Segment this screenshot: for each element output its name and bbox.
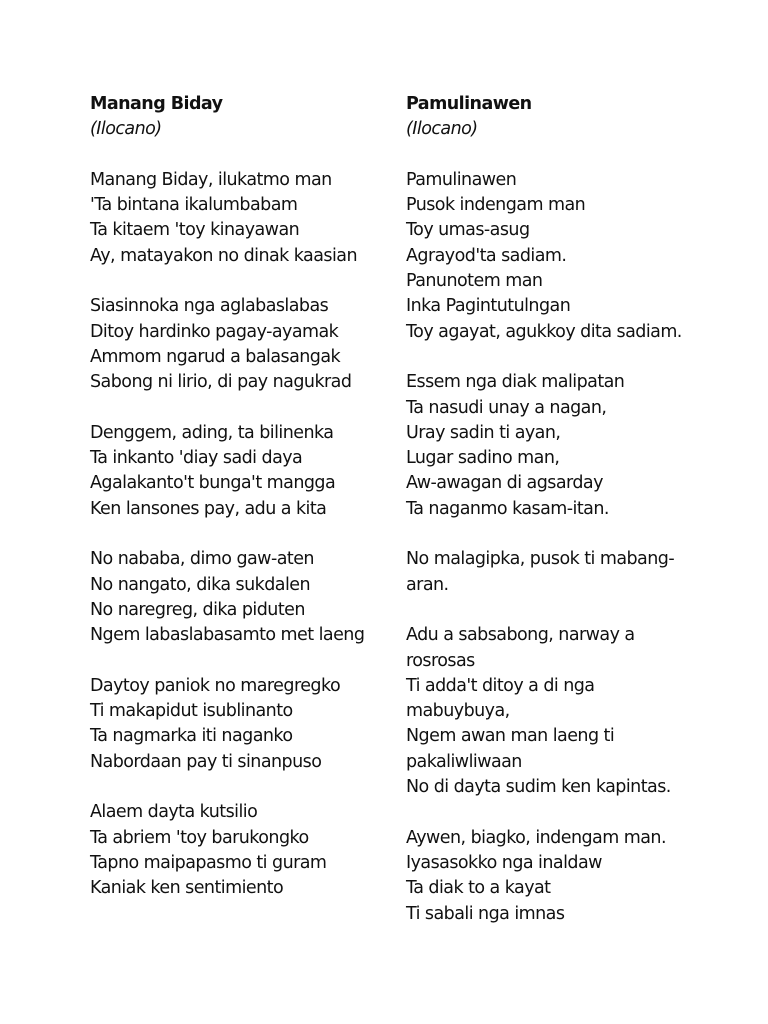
poem-line: Ti makapidut isublinanto [90, 701, 293, 722]
poem-line: rosrosas [406, 650, 475, 671]
stanza [406, 168, 746, 345]
poem-line: aran. [406, 574, 449, 595]
poem-line: Manang Biday, ilukatmo man [90, 169, 332, 190]
poem-line: Toy agayat, agukkoy dita sadiam. [406, 321, 682, 342]
poem-line: No naregreg, dika piduten [90, 599, 305, 620]
stanza [90, 800, 390, 901]
poem-line: Uray sadin ti ayan, [406, 422, 561, 443]
poem-line: Pamulinawen [406, 169, 517, 190]
right-poem-language: (Ilocano) [406, 119, 478, 140]
poem-line: Agrayod'ta sadiam. [406, 245, 567, 266]
stanza [90, 674, 390, 775]
left-poem-title: Manang Biday [90, 94, 223, 114]
poem-line: Toy umas-asug [406, 220, 530, 241]
poem-line: Ta naganmo kasam-itan. [406, 498, 609, 519]
poem-line: Essem nga diak malipatan [406, 372, 625, 393]
poem-line: Ta diak to a kayat [406, 878, 551, 899]
left-poem [90, 92, 390, 927]
poem-line: Ngem labaslabasamto met laeng [90, 625, 365, 646]
poem-line: Ta nasudi unay a nagan, [406, 397, 607, 418]
poem-line: Siasinnoka nga aglabaslabas [90, 296, 329, 317]
poem-line: Denggem, ading, ta bilinenka [90, 422, 334, 443]
poem-line: Panunotem man [406, 271, 543, 292]
stanza [90, 294, 390, 395]
poem-line: Nabordaan pay ti sinanpuso [90, 751, 322, 772]
poem-line: Aywen, biagko, indengam man. [406, 827, 666, 848]
stanza [406, 547, 746, 598]
poem-line: Pusok indengam man [406, 195, 586, 216]
poem-line: No malagipka, pusok ti mabang- [406, 549, 675, 570]
poem-line: Ta nagmarka iti naganko [90, 726, 293, 747]
poem-line: mabuybuya, [406, 701, 510, 722]
right-poem-title: Pamulinawen [406, 94, 532, 114]
poem-line: Kaniak ken sentimiento [90, 878, 284, 899]
stanza [406, 826, 746, 927]
poem-line: pakaliwliwaan [406, 751, 522, 772]
stanza [90, 168, 390, 269]
poem-line: Ditoy hardinko pagay-ayamak [90, 321, 339, 342]
stanza [90, 547, 390, 648]
poem-line: No di dayta sudim ken kapintas. [406, 777, 671, 798]
poem-line: Ken lansones pay, adu a kita [90, 498, 327, 519]
poem-line: Sabong ni lirio, di pay nagukrad [90, 372, 352, 393]
poem-line: Agalakanto't bunga't mangga [90, 473, 336, 494]
stanza [406, 370, 746, 522]
poem-line: Inka Pagintutulngan [406, 296, 571, 317]
poem-line: Adu a sabsabong, narway a [406, 625, 635, 646]
poem-line: 'Ta bintana ikalumbabam [90, 195, 298, 216]
poem-line: Lugar sadino man, [406, 448, 560, 469]
poem-line: Ta inkanto 'diay sadi daya [90, 448, 303, 469]
poem-line: Alaem dayta kutsilio [90, 802, 258, 823]
poem-line: Aw-awagan di agsarday [406, 473, 603, 494]
poem-line: Iyasasokko nga inaldaw [406, 852, 602, 873]
poem-line: Ay, matayakon no dinak kaasian [90, 245, 357, 266]
right-poem-stanzas [406, 168, 746, 927]
stanza [90, 421, 390, 522]
poem-line: Ngem awan man laeng ti [406, 726, 615, 747]
poem-line: Ta kitaem 'toy kinayawan [90, 220, 300, 241]
poem-line: Ammom ngarud a balasangak [90, 346, 341, 367]
poem-line: Ta abriem 'toy barukongko [90, 827, 309, 848]
left-poem-language: (Ilocano) [90, 119, 162, 140]
right-poem [406, 92, 746, 952]
left-poem-stanzas [90, 168, 390, 902]
stanza [406, 623, 746, 800]
poem-line: No nangato, dika sukdalen [90, 574, 311, 595]
poem-line: Ti sabali nga imnas [406, 903, 565, 924]
poem-line: No nababa, dimo gaw-aten [90, 549, 314, 570]
poem-line: Daytoy paniok no maregregko [90, 675, 341, 696]
poem-line: Tapno maipapasmo ti guram [90, 852, 327, 873]
poem-line: Ti adda't ditoy a di nga [406, 675, 595, 696]
